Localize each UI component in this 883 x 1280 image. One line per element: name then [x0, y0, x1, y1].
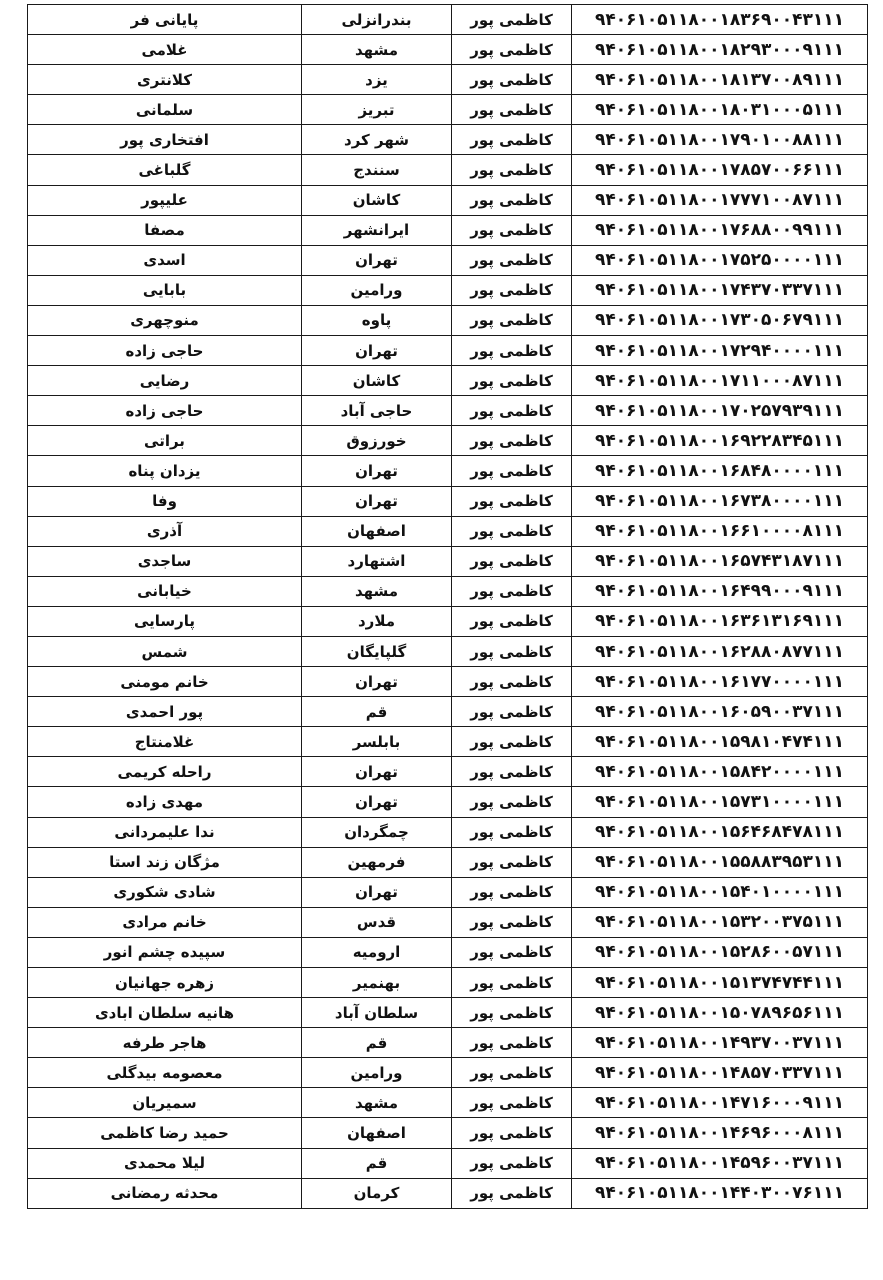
- owner-cell: کاظمی پور: [452, 456, 572, 486]
- table-row: [28, 697, 868, 727]
- table-row: [28, 155, 868, 185]
- table-row: [28, 426, 868, 456]
- record-code: ۹۴۰۶۱۰۵۱۱۸۰۰۱۵۶۴۶۸۴۷۸۱۱۱: [572, 817, 868, 847]
- city-cell: ملارد: [302, 606, 452, 636]
- owner-cell: کاظمی پور: [452, 366, 572, 396]
- record-code: ۹۴۰۶۱۰۵۱۱۸۰۰۱۴۴۰۳۰۰۷۶۱۱۱: [572, 1178, 868, 1208]
- name-cell: اسدی: [28, 245, 302, 275]
- record-code: ۹۴۰۶۱۰۵۱۱۸۰۰۱۶۰۵۹۰۰۳۷۱۱۱: [572, 697, 868, 727]
- table-row: [28, 245, 868, 275]
- record-code: ۹۴۰۶۱۰۵۱۱۸۰۰۱۷۱۱۰۰۰۸۷۱۱۱: [572, 366, 868, 396]
- owner-cell: کاظمی پور: [452, 817, 572, 847]
- city-cell: بابلسر: [302, 727, 452, 757]
- name-cell: بابایی: [28, 275, 302, 305]
- city-cell: تهران: [302, 336, 452, 366]
- record-code: ۹۴۰۶۱۰۵۱۱۸۰۰۱۶۵۷۴۳۱۸۷۱۱۱: [572, 546, 868, 576]
- city-cell: ورامین: [302, 1058, 452, 1088]
- record-code: ۹۴۰۶۱۰۵۱۱۸۰۰۱۵۳۲۰۰۳۷۵۱۱۱: [572, 907, 868, 937]
- owner-cell: کاظمی پور: [452, 757, 572, 787]
- owner-cell: کاظمی پور: [452, 1058, 572, 1088]
- city-cell: پاوه: [302, 305, 452, 335]
- record-code: ۹۴۰۶۱۰۵۱۱۸۰۰۱۷۷۷۱۰۰۸۷۱۱۱: [572, 185, 868, 215]
- table-row: [28, 336, 868, 366]
- city-cell: قم: [302, 697, 452, 727]
- table-row: [28, 998, 868, 1028]
- record-code: ۹۴۰۶۱۰۵۱۱۸۰۰۱۷۹۰۱۰۰۸۸۱۱۱: [572, 125, 868, 155]
- record-code: ۹۴۰۶۱۰۵۱۱۸۰۰۱۴۷۱۶۰۰۰۹۱۱۱: [572, 1088, 868, 1118]
- owner-cell: کاظمی پور: [452, 998, 572, 1028]
- city-cell: ارومیه: [302, 937, 452, 967]
- city-cell: کرمان: [302, 1178, 452, 1208]
- table-row: [28, 486, 868, 516]
- record-code: ۹۴۰۶۱۰۵۱۱۸۰۰۱۶۲۸۸۰۸۷۷۱۱۱: [572, 636, 868, 666]
- city-cell: مشهد: [302, 576, 452, 606]
- city-cell: فرمهین: [302, 847, 452, 877]
- record-code: ۹۴۰۶۱۰۵۱۱۸۰۰۱۵۷۳۱۰۰۰۰۱۱۱: [572, 787, 868, 817]
- table-row: [28, 396, 868, 426]
- name-cell: غلامنتاج: [28, 727, 302, 757]
- name-cell: خانم مومنی: [28, 667, 302, 697]
- table-row: [28, 215, 868, 245]
- table-row: [28, 606, 868, 636]
- owner-cell: کاظمی پور: [452, 667, 572, 697]
- owner-cell: کاظمی پور: [452, 787, 572, 817]
- name-cell: شمس: [28, 636, 302, 666]
- table-row: [28, 907, 868, 937]
- city-cell: تهران: [302, 877, 452, 907]
- name-cell: گلباغی: [28, 155, 302, 185]
- city-cell: کاشان: [302, 366, 452, 396]
- city-cell: قم: [302, 1148, 452, 1178]
- table-row: [28, 1058, 868, 1088]
- name-cell: سمیریان: [28, 1088, 302, 1118]
- name-cell: مصفا: [28, 215, 302, 245]
- record-code: ۹۴۰۶۱۰۵۱۱۸۰۰۱۷۳۰۵۰۶۷۹۱۱۱: [572, 305, 868, 335]
- table-row: [28, 95, 868, 125]
- owner-cell: کاظمی پور: [452, 95, 572, 125]
- owner-cell: کاظمی پور: [452, 907, 572, 937]
- city-cell: ورامین: [302, 275, 452, 305]
- owner-cell: کاظمی پور: [452, 727, 572, 757]
- name-cell: پارسایی: [28, 606, 302, 636]
- record-code: ۹۴۰۶۱۰۵۱۱۸۰۰۱۵۲۸۶۰۰۵۷۱۱۱: [572, 937, 868, 967]
- owner-cell: کاظمی پور: [452, 1088, 572, 1118]
- name-cell: وفا: [28, 486, 302, 516]
- owner-cell: کاظمی پور: [452, 1028, 572, 1058]
- name-cell: آذری: [28, 516, 302, 546]
- owner-cell: کاظمی پور: [452, 847, 572, 877]
- name-cell: حاجی زاده: [28, 336, 302, 366]
- record-code: ۹۴۰۶۱۰۵۱۱۸۰۰۱۷۶۸۸۰۰۹۹۱۱۱: [572, 215, 868, 245]
- city-cell: تهران: [302, 757, 452, 787]
- owner-cell: کاظمی پور: [452, 516, 572, 546]
- table-row: [28, 667, 868, 697]
- name-cell: محدثه رمضانی: [28, 1178, 302, 1208]
- table-row: [28, 636, 868, 666]
- owner-cell: کاظمی پور: [452, 546, 572, 576]
- table-body: [28, 5, 868, 1209]
- city-cell: بهنمیر: [302, 968, 452, 998]
- table-row: [28, 65, 868, 95]
- table-row: [28, 456, 868, 486]
- owner-cell: کاظمی پور: [452, 426, 572, 456]
- name-cell: خیابانی: [28, 576, 302, 606]
- city-cell: سلطان آباد: [302, 998, 452, 1028]
- owner-cell: کاظمی پور: [452, 65, 572, 95]
- record-code: ۹۴۰۶۱۰۵۱۱۸۰۰۱۶۸۴۸۰۰۰۰۱۱۱: [572, 456, 868, 486]
- owner-cell: کاظمی پور: [452, 1178, 572, 1208]
- name-cell: هاجر طرفه: [28, 1028, 302, 1058]
- table-row: [28, 727, 868, 757]
- record-code: ۹۴۰۶۱۰۵۱۱۸۰۰۱۷۰۲۵۷۹۳۹۱۱۱: [572, 396, 868, 426]
- city-cell: شهر کرد: [302, 125, 452, 155]
- name-cell: مهدی زاده: [28, 787, 302, 817]
- name-cell: براتی: [28, 426, 302, 456]
- city-cell: تهران: [302, 245, 452, 275]
- table-row: [28, 5, 868, 35]
- city-cell: کاشان: [302, 185, 452, 215]
- table-row: [28, 1088, 868, 1118]
- city-cell: سنندج: [302, 155, 452, 185]
- record-code: ۹۴۰۶۱۰۵۱۱۸۰۰۱۶۳۶۱۳۱۶۹۱۱۱: [572, 606, 868, 636]
- owner-cell: کاظمی پور: [452, 697, 572, 727]
- table-row: [28, 516, 868, 546]
- owner-cell: کاظمی پور: [452, 576, 572, 606]
- owner-cell: کاظمی پور: [452, 968, 572, 998]
- record-code: ۹۴۰۶۱۰۵۱۱۸۰۰۱۸۰۳۱۰۰۰۵۱۱۱: [572, 95, 868, 125]
- name-cell: راحله کریمی: [28, 757, 302, 787]
- record-code: ۹۴۰۶۱۰۵۱۱۸۰۰۱۸۲۹۳۰۰۰۹۱۱۱: [572, 35, 868, 65]
- owner-cell: کاظمی پور: [452, 396, 572, 426]
- table-row: [28, 877, 868, 907]
- table-row: [28, 546, 868, 576]
- record-code: ۹۴۰۶۱۰۵۱۱۸۰۰۱۶۱۷۷۰۰۰۰۱۱۱: [572, 667, 868, 697]
- owner-cell: کاظمی پور: [452, 215, 572, 245]
- owner-cell: کاظمی پور: [452, 937, 572, 967]
- name-cell: پایانی فر: [28, 5, 302, 35]
- name-cell: زهره جهانیان: [28, 968, 302, 998]
- table-row: [28, 968, 868, 998]
- table-row: [28, 847, 868, 877]
- table-row: [28, 275, 868, 305]
- name-cell: کلانتری: [28, 65, 302, 95]
- name-cell: یزدان پناه: [28, 456, 302, 486]
- name-cell: افتخاری پور: [28, 125, 302, 155]
- table-row: [28, 937, 868, 967]
- name-cell: پور احمدی: [28, 697, 302, 727]
- name-cell: ندا علیمردانی: [28, 817, 302, 847]
- city-cell: تهران: [302, 486, 452, 516]
- table-row: [28, 1118, 868, 1148]
- owner-cell: کاظمی پور: [452, 1148, 572, 1178]
- record-code: ۹۴۰۶۱۰۵۱۱۸۰۰۱۶۶۱۰۰۰۰۸۱۱۱: [572, 516, 868, 546]
- record-code: ۹۴۰۶۱۰۵۱۱۸۰۰۱۴۵۹۶۰۰۳۷۱۱۱: [572, 1148, 868, 1178]
- table-row: [28, 1028, 868, 1058]
- table-row: [28, 125, 868, 155]
- city-cell: خورزوق: [302, 426, 452, 456]
- city-cell: اصفهان: [302, 516, 452, 546]
- owner-cell: کاظمی پور: [452, 636, 572, 666]
- record-code: ۹۴۰۶۱۰۵۱۱۸۰۰۱۵۰۷۸۹۶۵۶۱۱۱: [572, 998, 868, 1028]
- owner-cell: کاظمی پور: [452, 5, 572, 35]
- name-cell: سلمانی: [28, 95, 302, 125]
- record-code: ۹۴۰۶۱۰۵۱۱۸۰۰۱۶۴۹۹۰۰۰۹۱۱۱: [572, 576, 868, 606]
- city-cell: قم: [302, 1028, 452, 1058]
- table-row: [28, 576, 868, 606]
- city-cell: تهران: [302, 787, 452, 817]
- owner-cell: کاظمی پور: [452, 1118, 572, 1148]
- record-code: ۹۴۰۶۱۰۵۱۱۸۰۰۱۴۹۳۷۰۰۳۷۱۱۱: [572, 1028, 868, 1058]
- record-code: ۹۴۰۶۱۰۵۱۱۸۰۰۱۵۴۰۱۰۰۰۰۱۱۱: [572, 877, 868, 907]
- name-cell: منوچهری: [28, 305, 302, 335]
- owner-cell: کاظمی پور: [452, 35, 572, 65]
- city-cell: چمگردان: [302, 817, 452, 847]
- record-code: ۹۴۰۶۱۰۵۱۱۸۰۰۱۶۷۳۸۰۰۰۰۱۱۱: [572, 486, 868, 516]
- name-cell: حاجی زاده: [28, 396, 302, 426]
- owner-cell: کاظمی پور: [452, 336, 572, 366]
- record-code: ۹۴۰۶۱۰۵۱۱۸۰۰۱۴۶۹۶۰۰۰۸۱۱۱: [572, 1118, 868, 1148]
- name-cell: لیلا محمدی: [28, 1148, 302, 1178]
- name-cell: سپیده چشم انور: [28, 937, 302, 967]
- owner-cell: کاظمی پور: [452, 877, 572, 907]
- city-cell: اشتهارد: [302, 546, 452, 576]
- owner-cell: کاظمی پور: [452, 305, 572, 335]
- record-code: ۹۴۰۶۱۰۵۱۱۸۰۰۱۶۹۲۲۸۳۴۵۱۱۱: [572, 426, 868, 456]
- table-row: [28, 1178, 868, 1208]
- records-table: [27, 4, 868, 1209]
- owner-cell: کاظمی پور: [452, 185, 572, 215]
- city-cell: یزد: [302, 65, 452, 95]
- name-cell: ساجدی: [28, 546, 302, 576]
- record-code: ۹۴۰۶۱۰۵۱۱۸۰۰۱۷۸۵۷۰۰۶۶۱۱۱: [572, 155, 868, 185]
- city-cell: تبریز: [302, 95, 452, 125]
- record-code: ۹۴۰۶۱۰۵۱۱۸۰۰۱۷۵۲۵۰۰۰۰۱۱۱: [572, 245, 868, 275]
- owner-cell: کاظمی پور: [452, 125, 572, 155]
- name-cell: رضایی: [28, 366, 302, 396]
- record-code: ۹۴۰۶۱۰۵۱۱۸۰۰۱۸۱۳۷۰۰۸۹۱۱۱: [572, 65, 868, 95]
- record-code: ۹۴۰۶۱۰۵۱۱۸۰۰۱۷۲۹۴۰۰۰۰۱۱۱: [572, 336, 868, 366]
- name-cell: علیپور: [28, 185, 302, 215]
- city-cell: مشهد: [302, 35, 452, 65]
- city-cell: ایرانشهر: [302, 215, 452, 245]
- city-cell: مشهد: [302, 1088, 452, 1118]
- city-cell: حاجی آباد: [302, 396, 452, 426]
- record-code: ۹۴۰۶۱۰۵۱۱۸۰۰۱۷۴۳۷۰۳۳۷۱۱۱: [572, 275, 868, 305]
- owner-cell: کاظمی پور: [452, 155, 572, 185]
- table-row: [28, 757, 868, 787]
- name-cell: غلامی: [28, 35, 302, 65]
- table-row: [28, 787, 868, 817]
- record-code: ۹۴۰۶۱۰۵۱۱۸۰۰۱۴۸۵۷۰۳۳۷۱۱۱: [572, 1058, 868, 1088]
- city-cell: تهران: [302, 667, 452, 697]
- name-cell: شادی شکوری: [28, 877, 302, 907]
- table-row: [28, 366, 868, 396]
- table-row: [28, 817, 868, 847]
- owner-cell: کاظمی پور: [452, 606, 572, 636]
- owner-cell: کاظمی پور: [452, 486, 572, 516]
- city-cell: قدس: [302, 907, 452, 937]
- name-cell: حمید رضا کاظمی: [28, 1118, 302, 1148]
- record-code: ۹۴۰۶۱۰۵۱۱۸۰۰۱۵۸۴۲۰۰۰۰۱۱۱: [572, 757, 868, 787]
- name-cell: خانم مرادی: [28, 907, 302, 937]
- record-code: ۹۴۰۶۱۰۵۱۱۸۰۰۱۵۱۳۷۴۷۴۴۱۱۱: [572, 968, 868, 998]
- table-row: [28, 35, 868, 65]
- name-cell: مژگان زند استا: [28, 847, 302, 877]
- city-cell: گلپایگان: [302, 636, 452, 666]
- record-code: ۹۴۰۶۱۰۵۱۱۸۰۰۱۸۳۶۹۰۰۴۳۱۱۱: [572, 5, 868, 35]
- name-cell: هانیه سلطان ابادی: [28, 998, 302, 1028]
- table-row: [28, 1148, 868, 1178]
- city-cell: اصفهان: [302, 1118, 452, 1148]
- owner-cell: کاظمی پور: [452, 275, 572, 305]
- record-code: ۹۴۰۶۱۰۵۱۱۸۰۰۱۵۹۸۱۰۴۷۴۱۱۱: [572, 727, 868, 757]
- owner-cell: کاظمی پور: [452, 245, 572, 275]
- city-cell: تهران: [302, 456, 452, 486]
- city-cell: بندرانزلی: [302, 5, 452, 35]
- name-cell: معصومه بیدگلی: [28, 1058, 302, 1088]
- table-row: [28, 305, 868, 335]
- record-code: ۹۴۰۶۱۰۵۱۱۸۰۰۱۵۵۸۸۳۹۵۳۱۱۱: [572, 847, 868, 877]
- table-row: [28, 185, 868, 215]
